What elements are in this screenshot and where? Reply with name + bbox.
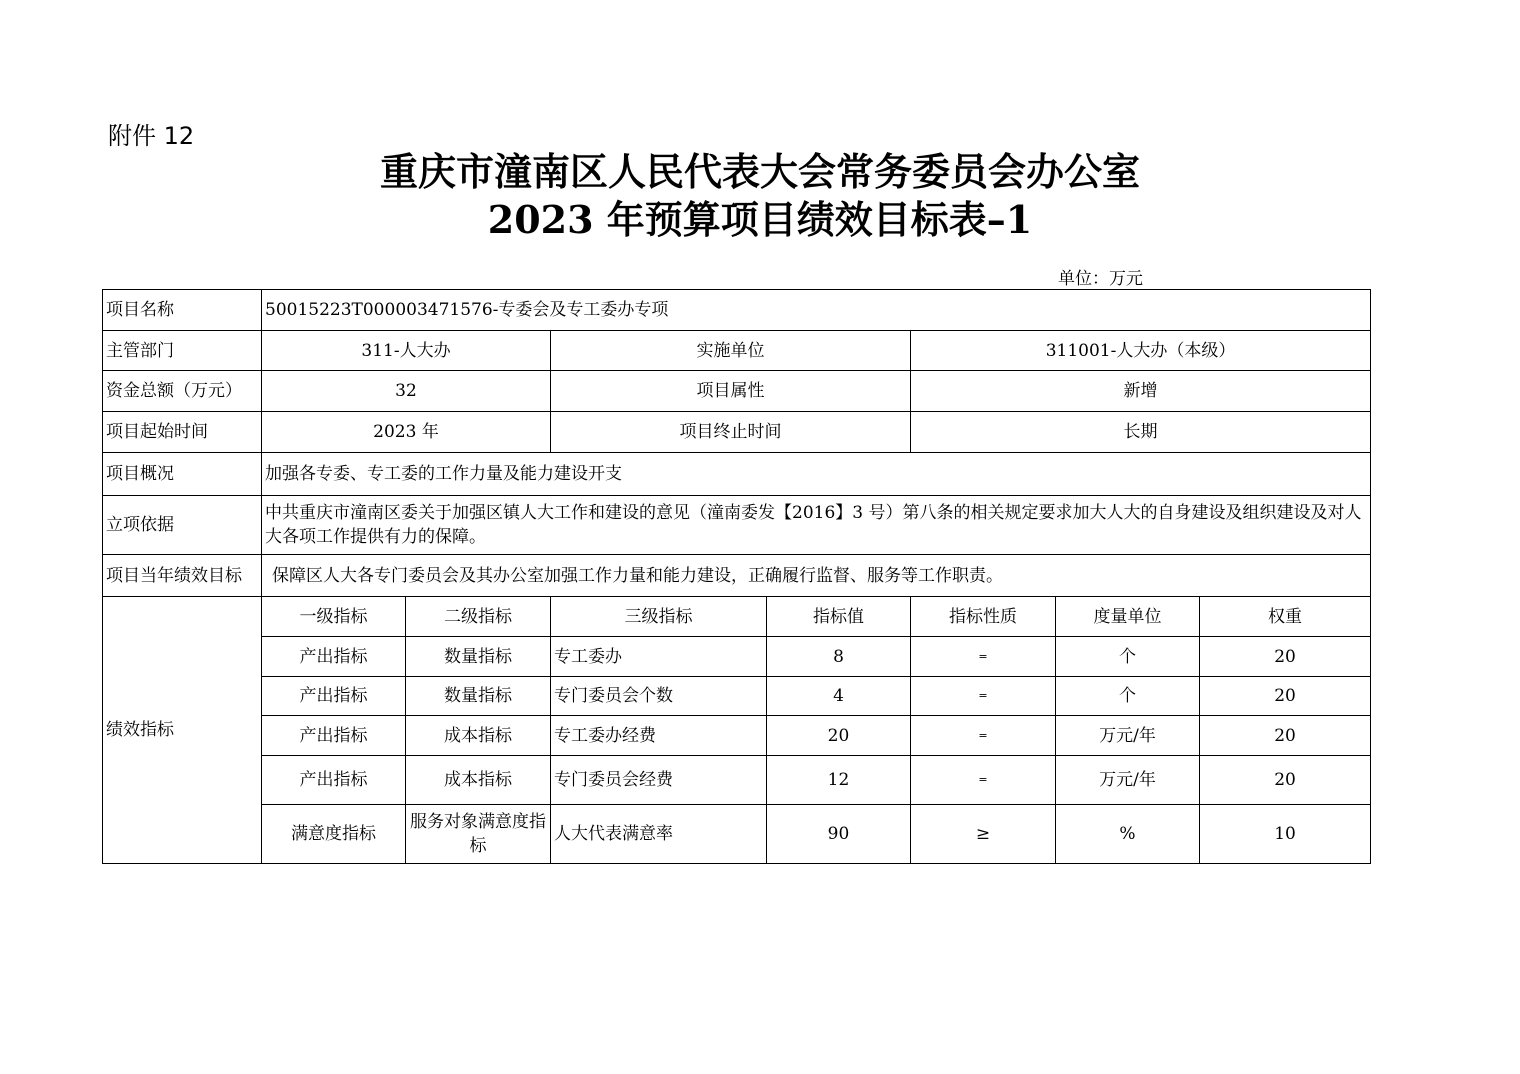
- indicator-row: [103, 805, 1371, 864]
- project-name-label: 项目名称: [103, 290, 262, 331]
- row-goal: [103, 555, 1371, 597]
- project-name-value: 50015223T000003471576-专委会及专工委办专项: [262, 290, 1371, 331]
- indicator-nature: =: [911, 756, 1056, 805]
- row-time: [103, 412, 1371, 453]
- fund-label: 资金总额（万元）: [103, 371, 262, 412]
- indicator-weight: 20: [1200, 637, 1371, 677]
- indicator-row: [103, 756, 1371, 805]
- indicator-row: [103, 677, 1371, 716]
- unit-label: 单位：万元: [1058, 269, 1143, 289]
- impl-value: 311001-人大办（本级）: [911, 331, 1371, 371]
- indicator-weight: 20: [1200, 756, 1371, 805]
- indicator-level3: 专门委员会经费: [551, 756, 767, 805]
- indicator-value: 20: [767, 716, 911, 756]
- indicator-unit: 万元/年: [1056, 716, 1200, 756]
- row-dept: [103, 331, 1371, 371]
- end-label: 项目终止时间: [551, 412, 911, 453]
- indicator-weight: 20: [1200, 677, 1371, 716]
- dept-value: 311-人大办: [262, 331, 551, 371]
- indicator-level3: 专门委员会个数: [551, 677, 767, 716]
- row-overview: [103, 453, 1371, 496]
- row-fund: [103, 371, 1371, 412]
- indicator-level1: 产出指标: [262, 677, 406, 716]
- indicator-nature: ≥: [911, 805, 1056, 864]
- goal-value: 保障区人大各专门委员会及其办公室加强工作力量和能力建设，正确履行监督、服务等工作职责。: [262, 555, 1371, 597]
- page-title-line1: 重庆市潼南区人民代表大会常务委员会办公室: [379, 149, 1140, 194]
- fund-value: 32: [262, 371, 551, 412]
- start-label: 项目起始时间: [103, 412, 262, 453]
- header-weight: 权重: [1200, 597, 1371, 637]
- header-level2: 二级指标: [406, 597, 551, 637]
- row-project-name: [103, 290, 1371, 331]
- row-basis: [103, 496, 1371, 555]
- header-nature: 指标性质: [911, 597, 1056, 637]
- overview-label: 项目概况: [103, 453, 262, 496]
- indicator-value: 4: [767, 677, 911, 716]
- performance-table: [102, 289, 1371, 864]
- header-unit: 度量单位: [1056, 597, 1200, 637]
- indicator-nature: =: [911, 677, 1056, 716]
- indicator-level2: 服务对象满意度指标: [406, 805, 551, 864]
- indicator-level3: 专工委办经费: [551, 716, 767, 756]
- header-value: 指标值: [767, 597, 911, 637]
- indicator-unit: 个: [1056, 677, 1200, 716]
- indicator-level1: 产出指标: [262, 756, 406, 805]
- indicator-level2: 成本指标: [406, 756, 551, 805]
- indicator-weight: 20: [1200, 716, 1371, 756]
- indicator-unit: %: [1056, 805, 1200, 864]
- attr-label: 项目属性: [551, 371, 911, 412]
- indicator-section-label: 绩效指标: [103, 597, 262, 864]
- impl-label: 实施单位: [551, 331, 911, 371]
- header-level3: 三级指标: [551, 597, 767, 637]
- indicator-level2: 数量指标: [406, 637, 551, 677]
- indicator-value: 12: [767, 756, 911, 805]
- indicator-unit: 万元/年: [1056, 756, 1200, 805]
- dept-label: 主管部门: [103, 331, 262, 371]
- indicator-value: 8: [767, 637, 911, 677]
- indicator-value: 90: [767, 805, 911, 864]
- attachment-label: 附件 12: [108, 122, 195, 150]
- attr-value: 新增: [911, 371, 1371, 412]
- indicator-unit: 个: [1056, 637, 1200, 677]
- overview-value: 加强各专委、专工委的工作力量及能力建设开支: [262, 453, 1371, 496]
- header-level1: 一级指标: [262, 597, 406, 637]
- indicator-weight: 10: [1200, 805, 1371, 864]
- indicator-nature: =: [911, 716, 1056, 756]
- indicator-level1: 产出指标: [262, 637, 406, 677]
- indicator-level2: 数量指标: [406, 677, 551, 716]
- basis-value: 中共重庆市潼南区委关于加强区镇人大工作和建设的意见（潼南委发【2016】3 号）第八条的相关规定要求加大人大的自身建设及组织建设及对人大各项工作提供有力的保障。: [262, 496, 1371, 555]
- indicator-row: [103, 637, 1371, 677]
- indicator-level2: 成本指标: [406, 716, 551, 756]
- page-title-line2: 2023 年预算项目绩效目标表–1: [487, 197, 1033, 242]
- indicator-level1: 满意度指标: [262, 805, 406, 864]
- indicator-level3: 人大代表满意率: [551, 805, 767, 864]
- basis-label: 立项依据: [103, 496, 262, 555]
- indicator-level1: 产出指标: [262, 716, 406, 756]
- indicator-row: [103, 716, 1371, 756]
- indicator-header-row: [103, 597, 1371, 637]
- end-value: 长期: [911, 412, 1371, 453]
- indicator-level3: 专工委办: [551, 637, 767, 677]
- goal-label: 项目当年绩效目标: [103, 555, 262, 597]
- indicator-nature: =: [911, 637, 1056, 677]
- start-value: 2023 年: [262, 412, 551, 453]
